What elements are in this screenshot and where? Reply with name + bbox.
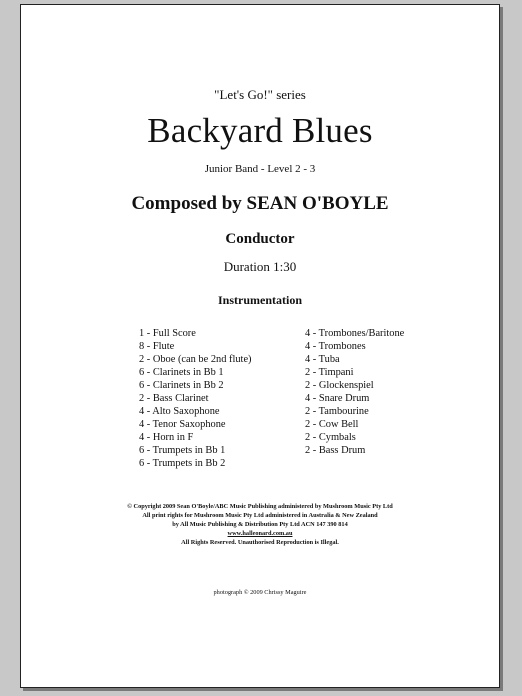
- website-link[interactable]: www.halleonard.com.au: [227, 530, 293, 537]
- level-info: Junior Band - Level 2 - 3: [204, 163, 316, 175]
- duration: Duration 1:30: [223, 259, 297, 274]
- list-item: 2 - Timpani: [305, 367, 354, 378]
- list-item: 4 - Tuba: [305, 354, 340, 365]
- instrument-list-right: [305, 327, 404, 457]
- distributor-line: by All Music Publishing & Distribution Pty Ltd ACN 147 390 814: [172, 521, 348, 528]
- instrumentation-heading: Instrumentation: [217, 293, 302, 307]
- photo-credit: photograph © 2009 Chrissy Maguire: [213, 589, 307, 596]
- list-item: 6 - Clarinets in Bb 1: [139, 367, 224, 378]
- series-name: "Let's Go!" series: [214, 87, 306, 102]
- list-item: 2 - Bass Clarinet: [139, 393, 209, 404]
- list-item: 4 - Alto Saxophone: [139, 406, 220, 417]
- list-item: 2 - Bass Drum: [305, 445, 366, 456]
- composer-credit: Composed by SEAN O'BOYLE: [131, 193, 389, 214]
- list-item: 1 - Full Score: [139, 328, 196, 339]
- list-item: 6 - Clarinets in Bb 2: [139, 380, 224, 391]
- list-item: 6 - Trumpets in Bb 2: [139, 458, 226, 469]
- list-item: 4 - Tenor Saxophone: [139, 419, 226, 430]
- list-item: 2 - Glockenspiel: [305, 380, 374, 391]
- part-name: Conductor: [225, 231, 295, 247]
- page-title: Backyard Blues: [147, 111, 373, 150]
- list-item: 2 - Cymbals: [305, 432, 356, 443]
- copyright-notice: [21, 502, 499, 547]
- list-item: 4 - Trombones/Baritone: [305, 328, 405, 339]
- list-item: 4 - Snare Drum: [305, 393, 370, 404]
- instrument-list-left: [139, 327, 252, 470]
- list-item: 4 - Horn in F: [139, 432, 194, 443]
- list-item: 2 - Oboe (can be 2nd flute): [139, 354, 252, 365]
- list-item: 8 - Flute: [139, 341, 175, 352]
- list-item: 4 - Trombones: [305, 341, 366, 352]
- score-cover-page: [20, 4, 500, 688]
- list-item: 6 - Trumpets in Bb 1: [139, 445, 226, 456]
- rights-reserved-line: All Rights Reserved. Unauthorised Reproduction is Illegal.: [181, 539, 339, 546]
- copyright-line: © Copyright 2009 Sean O'Boyle/ABC Music Publishing administered by Mushroom Music Pty Ltd: [127, 503, 393, 510]
- list-item: 2 - Tambourine: [305, 406, 369, 417]
- print-rights-line: All print rights for Mushroom Music Pty Ltd administered in Australia & New Zealand: [142, 512, 378, 519]
- list-item: 2 - Cow Bell: [305, 419, 359, 430]
